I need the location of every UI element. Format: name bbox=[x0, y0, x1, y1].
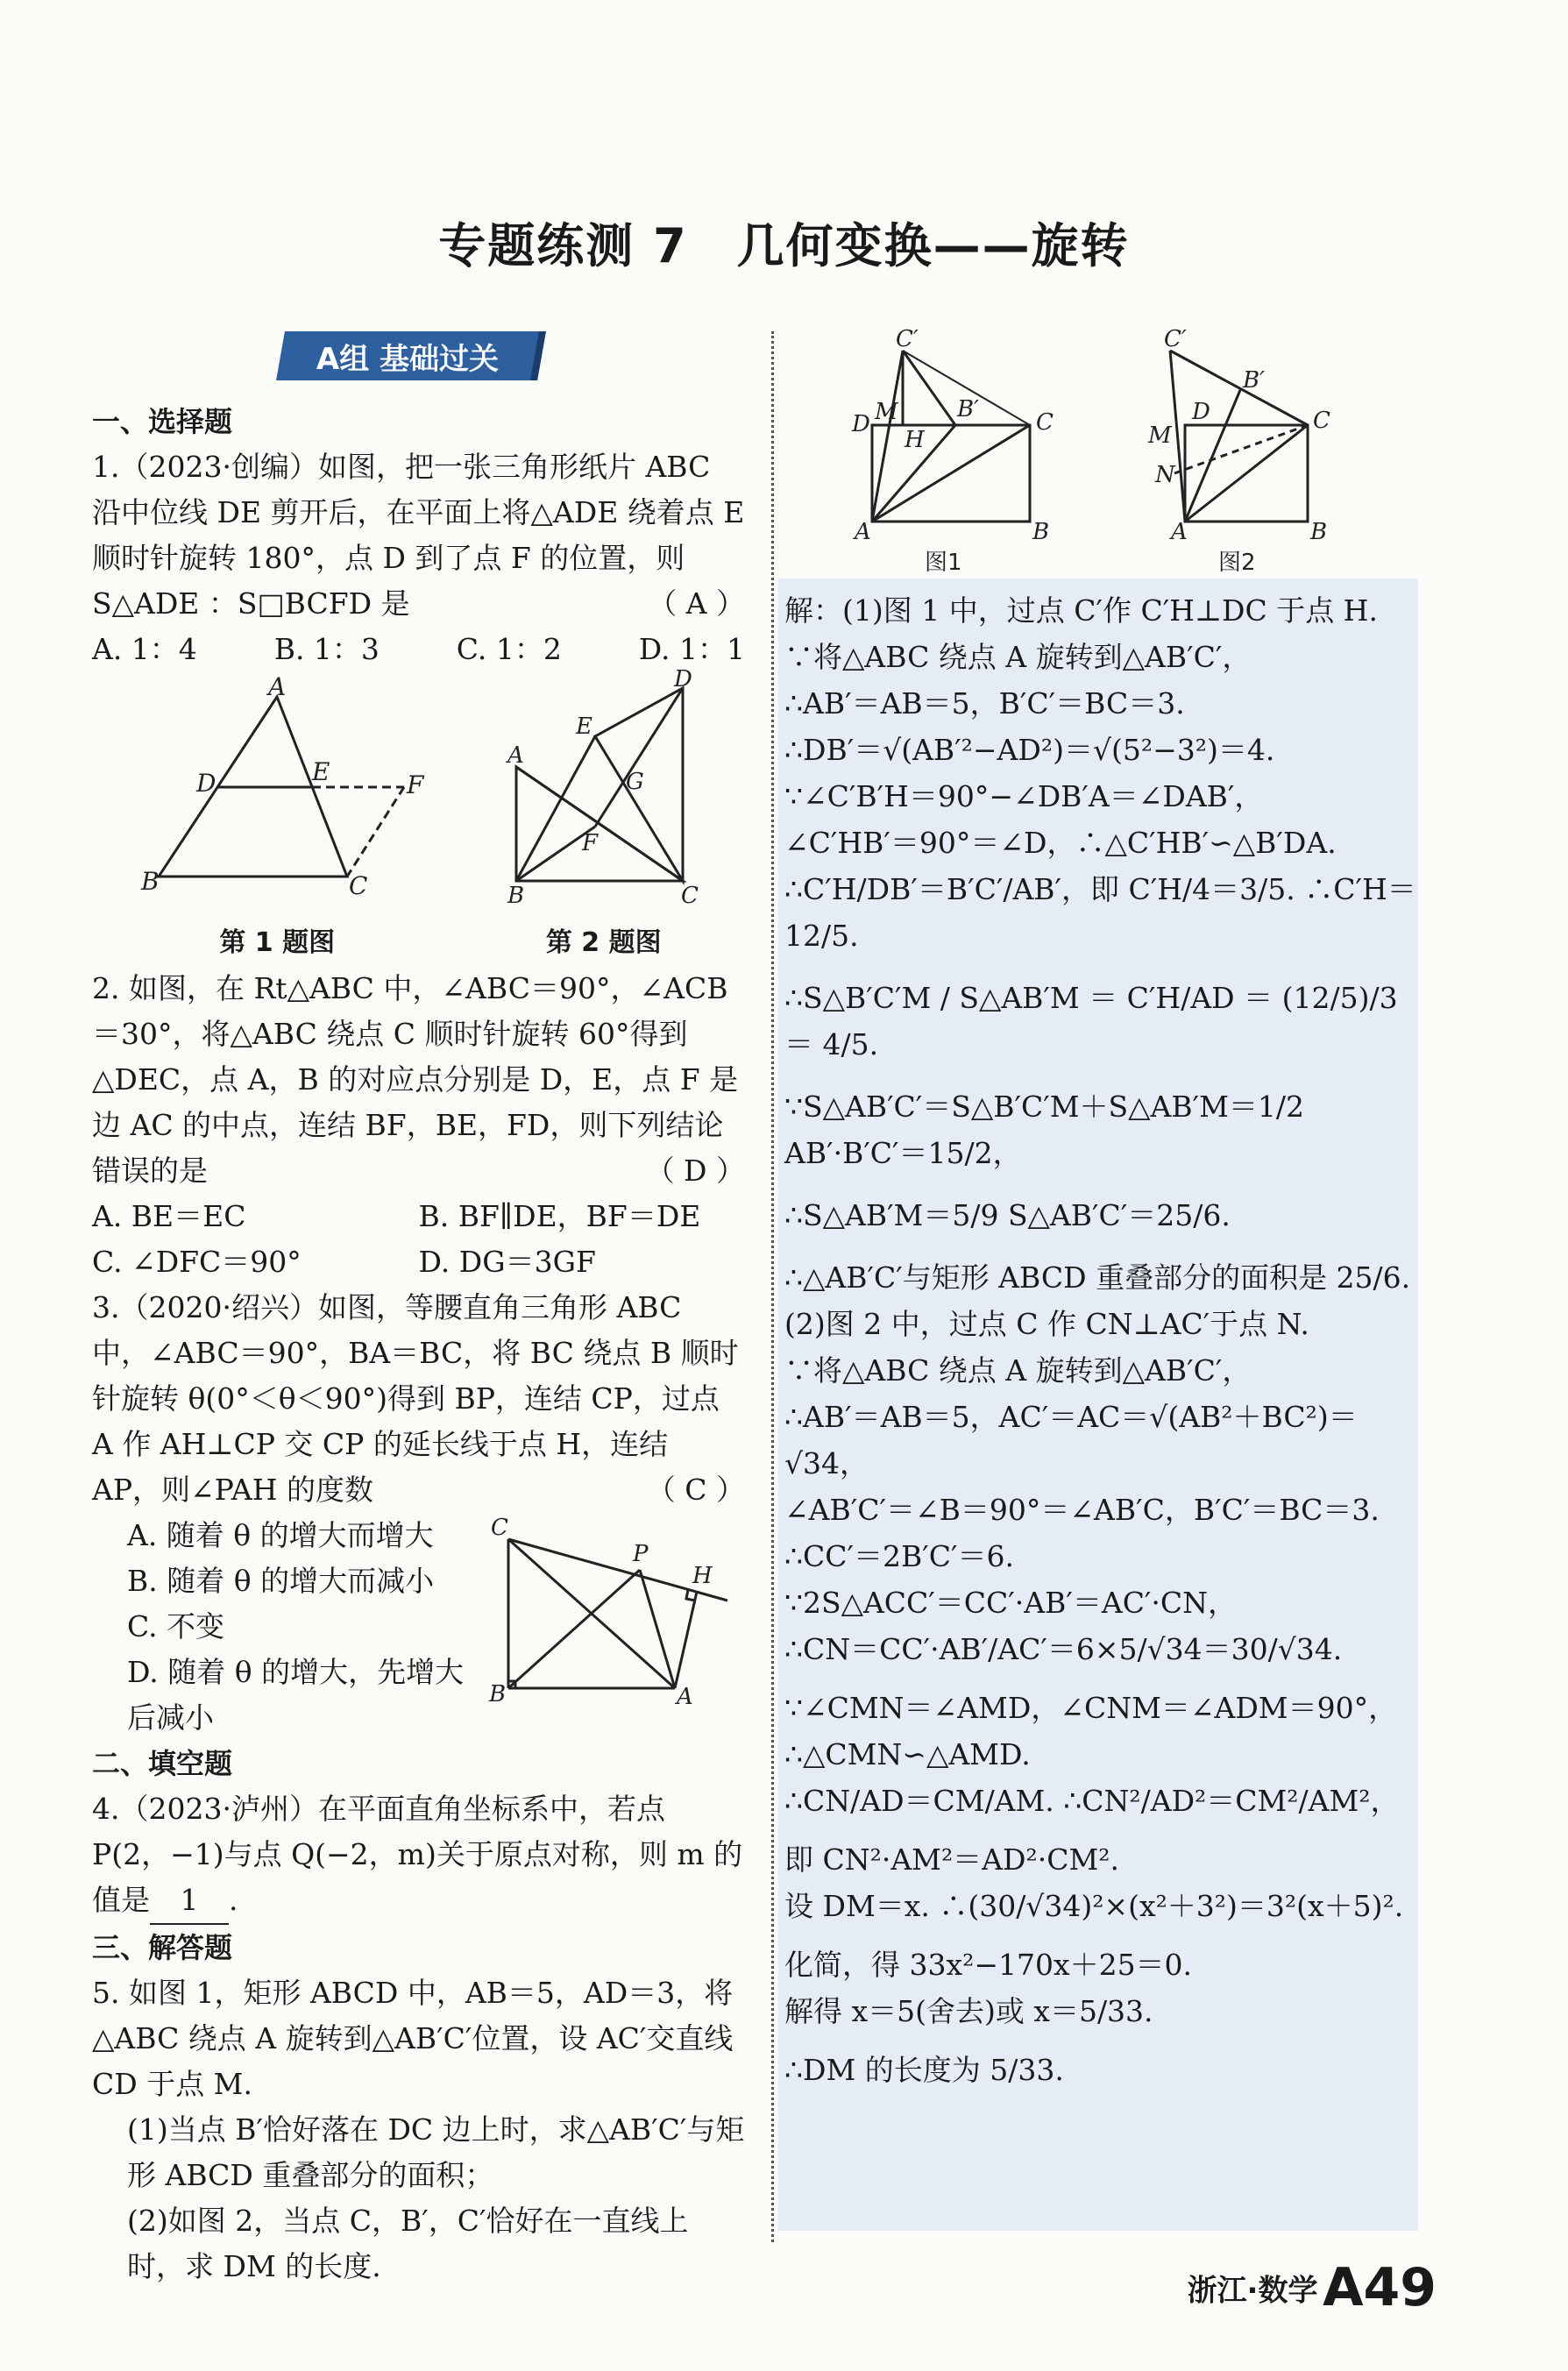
solution-line: ∠AB′C′＝∠B＝90°＝∠AB′C，B′C′＝BC＝3. bbox=[784, 1493, 1380, 1527]
svg-text:A: A bbox=[1171, 519, 1188, 545]
q5-figures-svg bbox=[841, 324, 1437, 579]
svg-text:M: M bbox=[1148, 422, 1172, 449]
solution-line: ∴S△B′C′M / S△AB′M ＝ C′H/AD ＝ (12/5)/3 ＝ 4/5. bbox=[784, 981, 1398, 1061]
q3-options bbox=[92, 1513, 482, 1741]
svg-text:N: N bbox=[1155, 462, 1175, 488]
svg-text:C′: C′ bbox=[896, 326, 919, 352]
column-divider bbox=[771, 331, 774, 2242]
page-title: 专题练测 7 几何变换——旋转 bbox=[438, 218, 1130, 273]
q1-option-a: A. 1：4 bbox=[92, 632, 197, 666]
solution-line: 设 DM＝x. ∴(30/√34)²×(x²＋3²)＝3²(x＋5)². bbox=[784, 1889, 1404, 1923]
solution-line: ∵将△ABC 绕点 A 旋转到△AB′C′， bbox=[784, 1353, 1252, 1388]
section-solve: 三、解答题 bbox=[92, 1931, 233, 1964]
solution-line: ∵∠C′B′H＝90°−∠DB′A＝∠DAB′， bbox=[784, 779, 1264, 813]
answer-1: （ A ） bbox=[648, 586, 745, 621]
figure-q2 bbox=[507, 666, 700, 966]
q2-option-c: C. ∠DFC＝90° bbox=[92, 1245, 302, 1279]
svg-text:A: A bbox=[855, 519, 871, 545]
answer-2: （ D ） bbox=[645, 1154, 745, 1188]
section-fill: 二、填空题 bbox=[92, 1747, 233, 1780]
q2-option-d: D. DG＝3GF bbox=[418, 1245, 596, 1279]
svg-text:E: E bbox=[575, 713, 592, 740]
svg-text:H: H bbox=[692, 1563, 713, 1589]
figure-q1-svg bbox=[137, 672, 424, 907]
left-column bbox=[92, 399, 745, 2289]
svg-text:C: C bbox=[680, 883, 699, 909]
svg-text:F: F bbox=[581, 830, 598, 856]
svg-text:C: C bbox=[1036, 409, 1054, 436]
svg-text:C: C bbox=[491, 1515, 508, 1541]
q1-option-b: B. 1：3 bbox=[273, 632, 380, 666]
solution-line: ∴AB′＝AB＝5，AC′＝AC＝√(AB²＋BC²)＝√34， bbox=[784, 1400, 1358, 1480]
question-1: 1.（2023·创编）如图，把一张三角形纸片 ABC 沿中位线 DE 剪开后，在平面上将△ADE 绕着点 E 顺时针旋转 180°，点 D 到了点 F 的位置，则 S△ADE ：S□BCFD 是 （ A ） bbox=[92, 444, 745, 627]
solution-line: ∴C′H/DB′＝B′C′/AB′，即 C′H/4＝3/5. ∴C′H＝12/5. bbox=[784, 872, 1416, 953]
figure-q3-svg bbox=[482, 1513, 745, 1710]
svg-text:B: B bbox=[1310, 519, 1328, 545]
solution-line: ∵∠CMN＝∠AMD，∠CNM＝∠ADM＝90°， bbox=[784, 1691, 1398, 1725]
svg-text:B′: B′ bbox=[957, 396, 980, 422]
svg-text:C′: C′ bbox=[1164, 326, 1187, 352]
question-4: 4.（2023·泸州）在平面直角坐标系中，若点 P(2，−1)与点 Q(−2，m)关于原点对称，则 m 的值是 1 . bbox=[92, 1786, 745, 1925]
q3-body bbox=[92, 1513, 745, 1741]
solution-line: ∴△AB′C′与矩形 ABCD 重叠部分的面积是 25/6. bbox=[784, 1260, 1411, 1295]
figure-q2-caption: 第 2 题图 bbox=[545, 927, 662, 958]
q2-option-a: A. BE＝EC bbox=[92, 1199, 246, 1233]
page-number: A49 bbox=[1323, 2257, 1437, 2318]
q3-option-a: A. 随着 θ 的增大而增大 bbox=[127, 1518, 434, 1552]
q3-option-b: B. 随着 θ 的增大而减小 bbox=[127, 1564, 435, 1598]
solution-line: 解：(1)图 1 中，过点 C′作 C′H⊥DC 于点 H. bbox=[784, 593, 1378, 628]
question-2: 2. 如图，在 Rt△ABC 中，∠ABC＝90°，∠ACB＝30°，将△ABC 绕点 C 顺时针旋转 60°得到△DEC，点 A，B 的对应点分别是 D，E，点 F 是边 AC 的中点，连结 BF，BE，FD，则下列结论错误的是 （ D ） bbox=[92, 966, 745, 1194]
q1-option-d: D. 1：1 bbox=[638, 632, 745, 666]
svg-text:G: G bbox=[625, 769, 644, 795]
svg-text:B: B bbox=[141, 867, 160, 896]
section-choice: 一、选择题 bbox=[92, 405, 233, 438]
q1-options bbox=[92, 627, 745, 672]
svg-text:D: D bbox=[673, 666, 692, 692]
q5-figures bbox=[841, 324, 1437, 579]
svg-text:M: M bbox=[875, 399, 898, 425]
q3-option-d: D. 随着 θ 的增大，先增大后减小 bbox=[127, 1655, 465, 1735]
q3-option-c: C. 不变 bbox=[127, 1609, 225, 1643]
answer-4: 1 bbox=[150, 1878, 229, 1925]
solution-line: ∴AB′＝AB＝5，B′C′＝BC＝3. bbox=[784, 686, 1185, 721]
figures-q1-q2 bbox=[92, 666, 745, 966]
q2-option-b: B. BF∥DE，BF＝DE bbox=[418, 1199, 701, 1233]
solution-line: 解得 x＝5(舍去)或 x＝5/33. bbox=[784, 1994, 1153, 2028]
group-banner: A组 基础过关 bbox=[276, 331, 546, 380]
solution-line: ∵2S△ACC′＝CC′·AB′＝AC′·CN， bbox=[784, 1586, 1238, 1620]
svg-text:C: C bbox=[349, 871, 368, 900]
svg-text:A: A bbox=[507, 742, 524, 769]
page-footer bbox=[1188, 2257, 1437, 2318]
footer-region: 浙江·数学 bbox=[1187, 2273, 1318, 2309]
answer-3: （ C ） bbox=[646, 1473, 745, 1507]
svg-text:D: D bbox=[196, 769, 216, 798]
svg-text:B′: B′ bbox=[1243, 367, 1266, 394]
solution-line: ∵S△AB′C′＝S△B′C′M＋S△AB′M＝1/2 AB′·B′C′＝15/2， bbox=[784, 1090, 1305, 1170]
solution-line: ∴S△AB′M＝5/9 S△AB′C′＝25/6. bbox=[784, 1198, 1231, 1232]
svg-text:P: P bbox=[633, 1541, 649, 1567]
q5-fig1-caption: 图1 bbox=[925, 550, 962, 576]
solution-line: 化简，得 33x²−170x＋25＝0. bbox=[784, 1948, 1193, 1982]
svg-text:B: B bbox=[489, 1681, 507, 1707]
svg-text:F: F bbox=[407, 770, 424, 799]
svg-text:A: A bbox=[268, 672, 287, 701]
svg-text:A: A bbox=[677, 1684, 693, 1710]
solution-line: 即 CN²·AM²＝AD²·CM². bbox=[784, 1842, 1119, 1877]
svg-text:B: B bbox=[507, 883, 524, 909]
svg-text:E: E bbox=[312, 757, 330, 786]
solution-line: ∴DM 的长度为 5/33. bbox=[784, 2053, 1064, 2087]
solution-line: ∴CN/AD＝CM/AM. ∴CN²/AD²＝CM²/AM²， bbox=[784, 1784, 1400, 1818]
solution-line: (2)图 2 中，过点 C 作 CN⊥AC′于点 N. bbox=[784, 1307, 1309, 1341]
q5-fig2-caption: 图2 bbox=[1218, 550, 1256, 576]
q1-option-c: C. 1：2 bbox=[456, 632, 562, 666]
question-5: 5. 如图 1，矩形 ABCD 中，AB＝5，AD＝3，将△ABC 绕点 A 旋转到△AB′C′位置，设 AC′交直线 CD 于点 M. bbox=[92, 1976, 734, 2101]
solution-line: ∴CC′＝2B′C′＝6. bbox=[784, 1539, 1014, 1573]
figure-q1-caption: 第 1 题图 bbox=[219, 927, 336, 958]
svg-text:D: D bbox=[1192, 399, 1210, 425]
figure-q2-svg bbox=[507, 666, 700, 909]
svg-text:H: H bbox=[905, 427, 925, 453]
svg-text:B: B bbox=[1032, 519, 1050, 545]
figure-q1 bbox=[137, 672, 424, 966]
solution bbox=[784, 587, 1424, 2093]
solution-line: ∴△CMN∽△AMD. bbox=[784, 1737, 1031, 1771]
solution-line: ∵将△ABC 绕点 A 旋转到△AB′C′， bbox=[784, 640, 1252, 674]
q2-options bbox=[92, 1194, 745, 1285]
question-5-part1: (1)当点 B′恰好落在 DC 边上时，求△AB′C′与矩形 ABCD 重叠部分的面积； bbox=[127, 2112, 745, 2192]
svg-text:C: C bbox=[1313, 408, 1330, 434]
solution-line: ∴DB′＝√(AB′²−AD²)＝√(5²−3²)＝4. bbox=[784, 733, 1275, 767]
solution-line: ∴CN＝CC′·AB′/AC′＝6×5/√34＝30/√34. bbox=[784, 1632, 1343, 1666]
solution-line: ∠C′HB′＝90°＝∠D，∴△C′HB′∽△B′DA. bbox=[784, 826, 1337, 860]
question-3: 3.（2020·绍兴）如图，等腰直角三角形 ABC 中，∠ABC＝90°，BA＝BC，将 BC 绕点 B 顺时针旋转 θ(0°＜θ＜90°)得到 BP，连结 CP，过点 A 作 AH⊥CP 交 CP 的延长线于点 H，连结 AP，则∠PAH 的度数 （ C ） bbox=[92, 1285, 745, 1513]
question-5-part2: (2)如图 2，当点 C，B′，C′恰好在一直线上时，求 DM 的长度. bbox=[127, 2204, 689, 2283]
svg-text:D: D bbox=[852, 411, 870, 437]
